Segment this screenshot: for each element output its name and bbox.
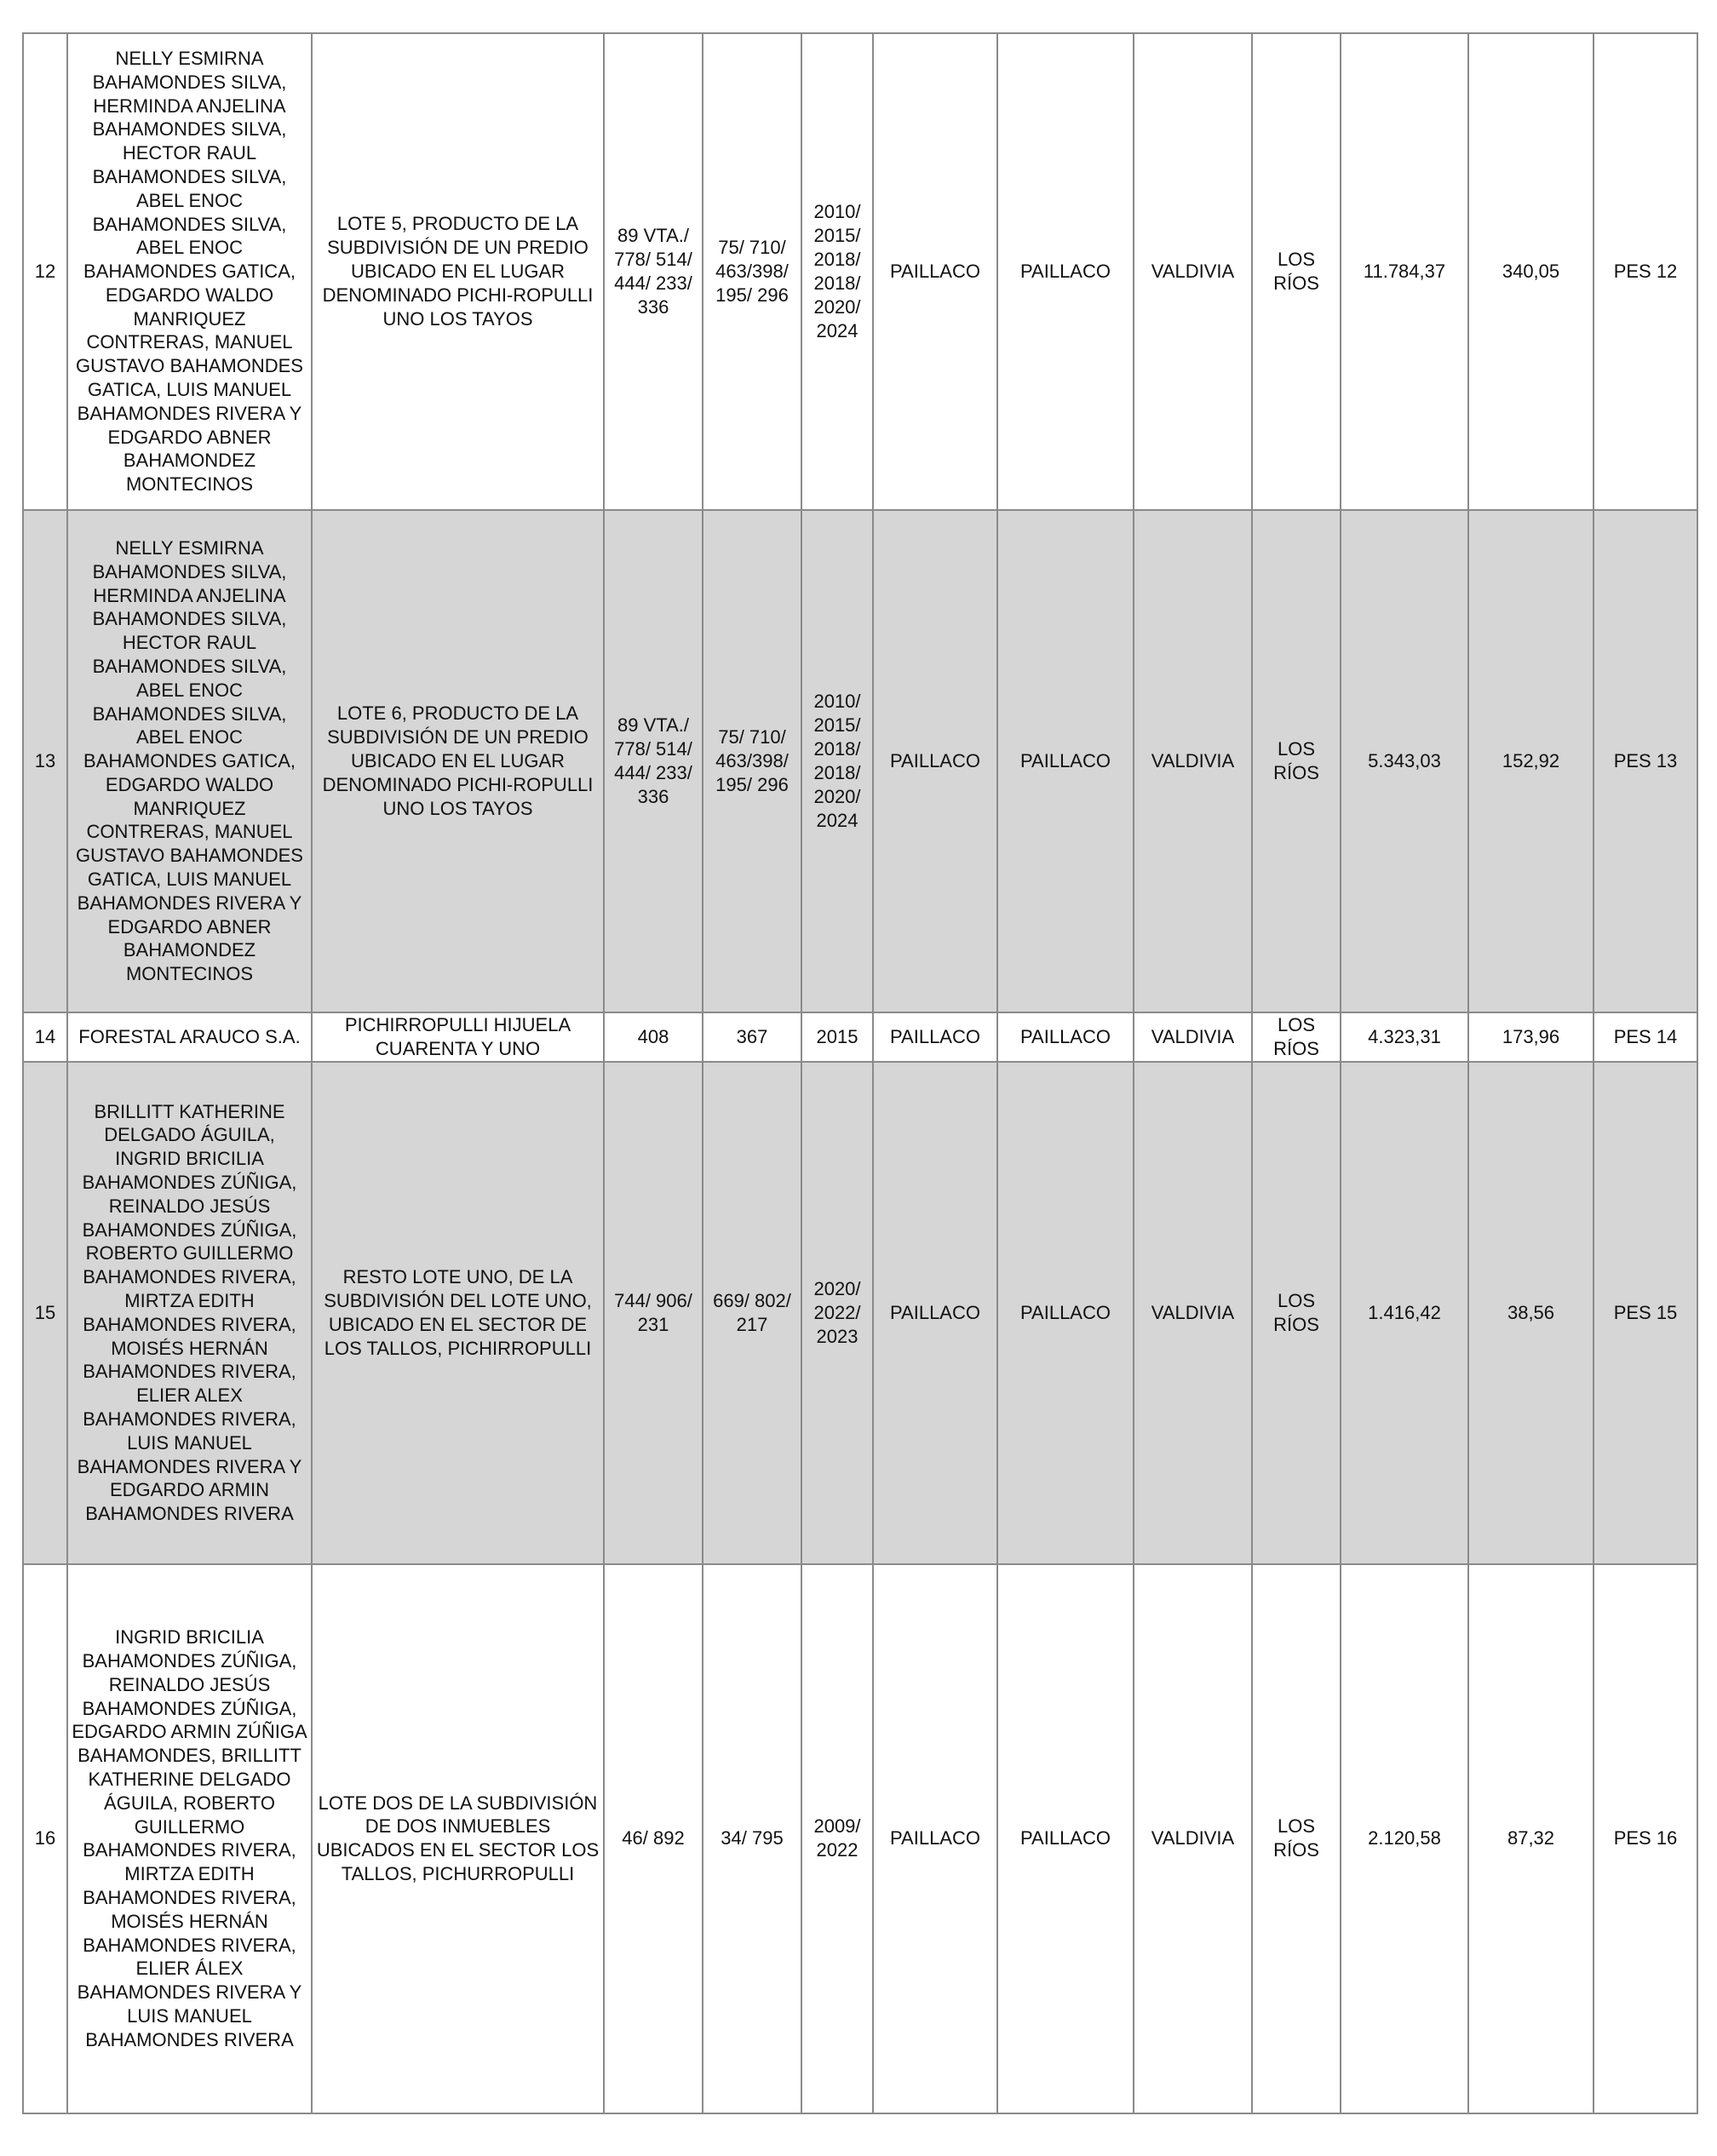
commune-cell: PAILLACO xyxy=(997,1062,1134,1564)
plan-cell: PES 15 xyxy=(1594,1062,1697,1564)
table-row xyxy=(23,33,1697,510)
property-cell: LOTE DOS DE LA SUBDIVISIÓN DE DOS INMUEBLES UBICADOS EN EL SECTOR LOS TALLOS, PICHURROPULLI xyxy=(312,1564,604,2113)
table-row xyxy=(23,1062,1697,1564)
area-total-cell: 2.120,58 xyxy=(1341,1564,1468,2113)
numero-cell: 75/ 710/ 463/398/ 195/ 296 xyxy=(703,510,801,1012)
region-cell: LOS RÍOS xyxy=(1252,1062,1341,1564)
fojas-cell: 408 xyxy=(604,1012,703,1062)
province-cell: VALDIVIA xyxy=(1134,1012,1252,1062)
area-affected-cell: 38,56 xyxy=(1468,1062,1594,1564)
property-cell: LOTE 6, PRODUCTO DE LA SUBDIVISIÓN DE UN PREDIO UBICADO EN EL LUGAR DENOMINADO PICHI-ROPULLI UNO LOS TAYOS xyxy=(312,510,604,1012)
owners-cell: INGRID BRICILIA BAHAMONDES ZÚÑIGA, REINALDO JESÚS BAHAMONDES ZÚÑIGA, EDGARDO ARMIN ZÚÑIGA BAHAMONDES, BRILLITT KATHERINE DELGADO ÁGUILA, ROBERTO GUILLERMO BAHAMONDES RIVERA, MIRTZA EDITH BAHAMONDES RIVERA, MOISÉS HERNÁN BAHAMONDES RIVERA, ELIER ÁLEX BAHAMONDES RIVERA Y LUIS MANUEL BAHAMONDES RIVERA xyxy=(67,1564,312,2113)
row-number-cell: 12 xyxy=(23,33,67,510)
fojas-cell: 744/ 906/ 231 xyxy=(604,1062,703,1564)
property-table xyxy=(22,32,1698,2114)
numero-cell: 75/ 710/ 463/398/ 195/ 296 xyxy=(703,33,801,510)
province-cell: VALDIVIA xyxy=(1134,1564,1252,2113)
registry-cell: PAILLACO xyxy=(873,1564,997,2113)
owners-cell: NELLY ESMIRNA BAHAMONDES SILVA, HERMINDA ANJELINA BAHAMONDES SILVA, HECTOR RAUL BAHAMONDES SILVA, ABEL ENOC BAHAMONDES SILVA, ABEL ENOC BAHAMONDES GATICA, EDGARDO WALDO MANRIQUEZ CONTRERAS, MANUEL GUSTAVO BAHAMONDES GATICA, LUIS MANUEL BAHAMONDES RIVERA Y EDGARDO ABNER BAHAMONDEZ MONTECINOS xyxy=(67,33,312,510)
property-cell: PICHIRROPULLI HIJUELA CUARENTA Y UNO xyxy=(312,1012,604,1062)
region-cell: LOS RÍOS xyxy=(1252,1564,1341,2113)
registry-cell: PAILLACO xyxy=(873,1062,997,1564)
property-cell: RESTO LOTE UNO, DE LA SUBDIVISIÓN DEL LOTE UNO, UBICADO EN EL SECTOR DE LOS TALLOS, PICHIRROPULLI xyxy=(312,1062,604,1564)
table-row xyxy=(23,510,1697,1012)
year-cell: 2010/ 2015/ 2018/ 2018/ 2020/ 2024 xyxy=(801,510,873,1012)
commune-cell: PAILLACO xyxy=(997,510,1134,1012)
fojas-cell: 89 VTA./ 778/ 514/ 444/ 233/ 336 xyxy=(604,510,703,1012)
owners-cell: FORESTAL ARAUCO S.A. xyxy=(67,1012,312,1062)
registry-cell: PAILLACO xyxy=(873,510,997,1012)
area-affected-cell: 152,92 xyxy=(1468,510,1594,1012)
registry-cell: PAILLACO xyxy=(873,1012,997,1062)
registry-cell: PAILLACO xyxy=(873,33,997,510)
province-cell: VALDIVIA xyxy=(1134,33,1252,510)
fojas-cell: 46/ 892 xyxy=(604,1564,703,2113)
area-total-cell: 4.323,31 xyxy=(1341,1012,1468,1062)
area-affected-cell: 340,05 xyxy=(1468,33,1594,510)
commune-cell: PAILLACO xyxy=(997,1564,1134,2113)
region-cell: LOS RÍOS xyxy=(1252,33,1341,510)
plan-cell: PES 12 xyxy=(1594,33,1697,510)
property-cell: LOTE 5, PRODUCTO DE LA SUBDIVISIÓN DE UN PREDIO UBICADO EN EL LUGAR DENOMINADO PICHI-ROPULLI UNO LOS TAYOS xyxy=(312,33,604,510)
row-number-cell: 13 xyxy=(23,510,67,1012)
commune-cell: PAILLACO xyxy=(997,1012,1134,1062)
area-total-cell: 5.343,03 xyxy=(1341,510,1468,1012)
plan-cell: PES 16 xyxy=(1594,1564,1697,2113)
area-affected-cell: 173,96 xyxy=(1468,1012,1594,1062)
plan-cell: PES 14 xyxy=(1594,1012,1697,1062)
area-total-cell: 11.784,37 xyxy=(1341,33,1468,510)
row-number-cell: 14 xyxy=(23,1012,67,1062)
numero-cell: 669/ 802/ 217 xyxy=(703,1062,801,1564)
owners-cell: BRILLITT KATHERINE DELGADO ÁGUILA, INGRID BRICILIA BAHAMONDES ZÚÑIGA, REINALDO JESÚS BAHAMONDES ZÚÑIGA, ROBERTO GUILLERMO BAHAMONDES RIVERA, MIRTZA EDITH BAHAMONDES RIVERA, MOISÉS HERNÁN BAHAMONDES RIVERA, ELIER ALEX BAHAMONDES RIVERA, LUIS MANUEL BAHAMONDES RIVERA Y EDGARDO ARMIN BAHAMONDES RIVERA xyxy=(67,1062,312,1564)
area-affected-cell: 87,32 xyxy=(1468,1564,1594,2113)
table-row xyxy=(23,1012,1697,1062)
plan-cell: PES 13 xyxy=(1594,510,1697,1012)
year-cell: 2010/ 2015/ 2018/ 2018/ 2020/ 2024 xyxy=(801,33,873,510)
row-number-cell: 15 xyxy=(23,1062,67,1564)
year-cell: 2009/ 2022 xyxy=(801,1564,873,2113)
region-cell: LOS RÍOS xyxy=(1252,510,1341,1012)
table-row xyxy=(23,1564,1697,2113)
owners-cell: NELLY ESMIRNA BAHAMONDES SILVA, HERMINDA ANJELINA BAHAMONDES SILVA, HECTOR RAUL BAHAMONDES SILVA, ABEL ENOC BAHAMONDES SILVA, ABEL ENOC BAHAMONDES GATICA, EDGARDO WALDO MANRIQUEZ CONTRERAS, MANUEL GUSTAVO BAHAMONDES GATICA, LUIS MANUEL BAHAMONDES RIVERA Y EDGARDO ABNER BAHAMONDEZ MONTECINOS xyxy=(67,510,312,1012)
numero-cell: 367 xyxy=(703,1012,801,1062)
numero-cell: 34/ 795 xyxy=(703,1564,801,2113)
province-cell: VALDIVIA xyxy=(1134,1062,1252,1564)
province-cell: VALDIVIA xyxy=(1134,510,1252,1012)
commune-cell: PAILLACO xyxy=(997,33,1134,510)
region-cell: LOS RÍOS xyxy=(1252,1012,1341,1062)
year-cell: 2020/ 2022/ 2023 xyxy=(801,1062,873,1564)
fojas-cell: 89 VTA./ 778/ 514/ 444/ 233/ 336 xyxy=(604,33,703,510)
area-total-cell: 1.416,42 xyxy=(1341,1062,1468,1564)
year-cell: 2015 xyxy=(801,1012,873,1062)
row-number-cell: 16 xyxy=(23,1564,67,2113)
